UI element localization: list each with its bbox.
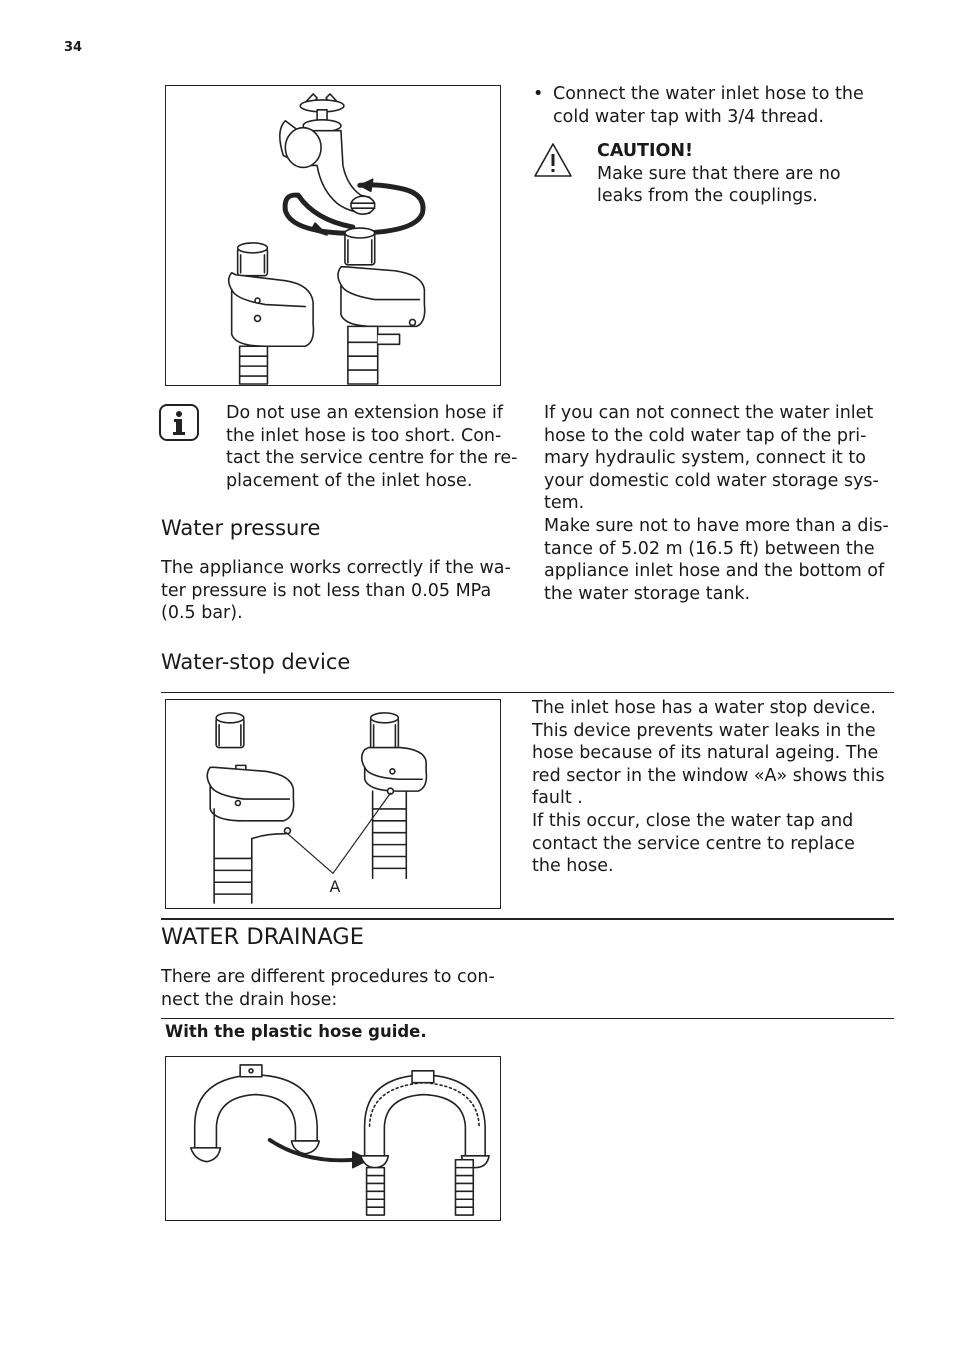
subsection-divider	[161, 1018, 894, 1019]
info-note-text: Do not use an extension hose if the inlet hose is too short. Con-tact the service centre for the re-placement of the inlet hose.	[226, 403, 518, 491]
water-stop-illustration	[166, 700, 500, 908]
section-divider	[161, 692, 894, 693]
water-drainage-text: There are different procedures to con-nect the drain hose:	[161, 967, 495, 1010]
water-stop-para-2: If this occur, close the water tap and contact the service centre to replace the hose.	[532, 810, 855, 877]
caution-text: Make sure that there are no leaks from the couplings.	[597, 163, 841, 207]
water-stop-text	[532, 697, 888, 878]
water-pressure-heading: Water pressure	[161, 516, 321, 540]
caution-title: CAUTION!	[597, 141, 694, 161]
bullet-text: Connect the water inlet hose to the cold water tap with 3/4 thread.	[553, 84, 864, 127]
tap-connection-illustration	[166, 86, 500, 385]
warning-triangle-icon	[532, 141, 574, 181]
hose-guide-figure	[165, 1056, 501, 1221]
storage-tank-para-2: Make sure not to have more than a dis-tance of 5.02 m (16.5 ft) between the appliance inlet hose and the bottom of the water storage tank.	[544, 515, 889, 604]
hose-guide-illustration	[166, 1057, 500, 1220]
bullet-marker: •	[533, 84, 544, 104]
water-stop-figure	[165, 699, 501, 909]
water-stop-heading: Water-stop device	[161, 650, 351, 674]
caution-block	[597, 140, 887, 208]
hose-guide-subheading: With the plastic hose guide.	[165, 1022, 427, 1041]
info-icon	[159, 404, 199, 441]
storage-tank-para-1: If you can not connect the water inlet hose to the cold water tap of the pri-mary hydraulic system, connect it to your domestic cold water storage sys-tem.	[544, 403, 879, 514]
install-instruction	[533, 83, 878, 128]
section-divider-thick	[161, 918, 894, 920]
water-stop-para-1: The inlet hose has a water stop device. This device prevents water leaks in the hose because of its natural ageing. The red sector in the window «A» shows this fault .	[532, 698, 885, 809]
storage-tank-text	[544, 402, 890, 605]
water-drainage-heading: WATER DRAINAGE	[161, 924, 364, 950]
figure-label-a: A	[329, 877, 341, 897]
page-number: 34	[64, 40, 83, 55]
water-pressure-text: The appliance works correctly if the wa-ter pressure is not less than 0.05 MPa (0.5 bar).	[161, 558, 511, 624]
tap-connection-figure	[165, 85, 501, 386]
